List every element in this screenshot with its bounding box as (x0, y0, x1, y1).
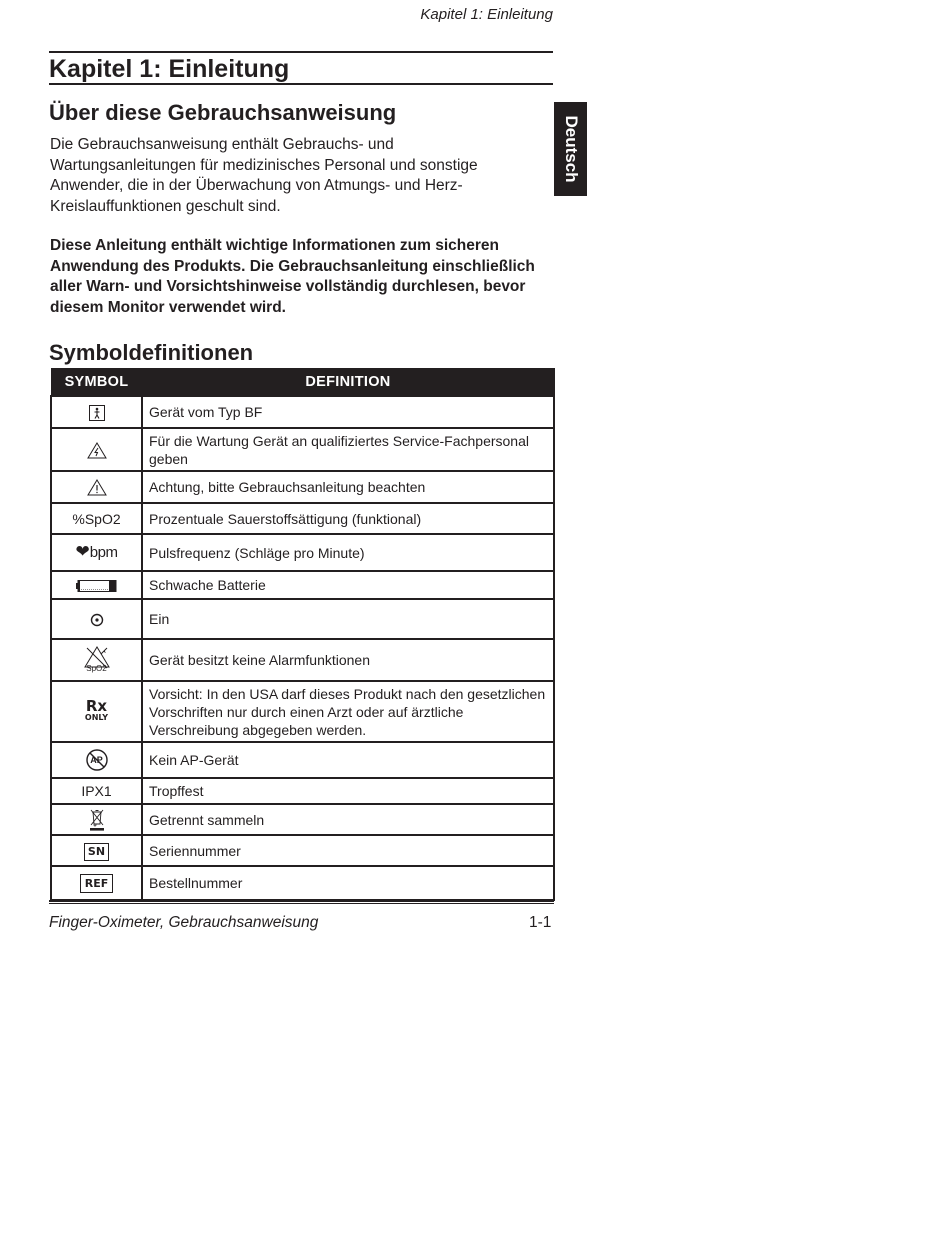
intro-paragraph (50, 135, 500, 217)
not-ap-icon (86, 749, 108, 771)
symbol-cell (51, 835, 142, 866)
definition-cell: Getrennt sammeln (142, 804, 554, 835)
ipx1-symbol: IPX1 (51, 778, 142, 804)
symbol-cell (51, 471, 142, 503)
language-tab (554, 102, 587, 196)
definition-cell: Seriennummer (142, 835, 554, 866)
definition-cell: Ein (142, 599, 554, 639)
serial-number-icon: SN (84, 843, 109, 861)
symbol-cell (51, 534, 142, 571)
table-row (51, 742, 554, 778)
definition-column-header: DEFINITION (142, 369, 554, 397)
type-bf-icon (89, 405, 105, 421)
intro-line: Anwender, die in der Überwachung von Atmungs- und Herz- (50, 177, 463, 194)
intro-line: Die Gebrauchsanweisung enthält Gebrauchs- und (50, 136, 394, 153)
warning-line: diesem Monitor verwendet wird. (50, 298, 286, 316)
table-row (51, 804, 554, 835)
page-number: 1-1 (529, 914, 552, 931)
definition-cell: Schwache Batterie (142, 571, 554, 599)
symbol-cell (51, 639, 142, 681)
weee-bin-icon (89, 808, 105, 832)
spo2-symbol: %SpO2 (51, 503, 142, 534)
symbol-cell (51, 866, 142, 900)
definition-cell: Gerät besitzt keine Alarmfunktionen (142, 639, 554, 681)
section-title: Über diese Gebrauchsanweisung (49, 100, 397, 125)
language-tab-label: Deutsch (561, 115, 581, 183)
only-label: ONLY (84, 713, 109, 722)
definition-cell: Pulsfrequenz (Schläge pro Minute) (142, 534, 554, 571)
warning-paragraph (50, 236, 555, 318)
footer-rule (49, 900, 554, 904)
heart-bpm-icon (76, 544, 118, 560)
symbols-title: Symboldefinitionen (49, 340, 254, 365)
table-row (51, 778, 554, 804)
table-header-row (51, 369, 554, 397)
definition-cell: Achtung, bitte Gebrauchsanleitung beachten (142, 471, 554, 503)
symbol-cell (51, 742, 142, 778)
symbol-column-header: SYMBOL (51, 369, 142, 397)
bpm-label: bpm (89, 544, 118, 561)
table-row (51, 471, 554, 503)
caution-icon (87, 479, 107, 496)
definition-cell: Für die Wartung Gerät an qualifiziertes Service-Fachpersonal geben (142, 428, 554, 471)
table-row (51, 571, 554, 599)
rx-only-icon (85, 699, 108, 722)
footer-title: Finger-Oximeter, Gebrauchsanweisung (49, 914, 319, 931)
symbol-cell (51, 804, 142, 835)
symbol-cell (51, 599, 142, 639)
symbol-table (50, 368, 555, 901)
definition-cell: Bestellnummer (142, 866, 554, 900)
warning-line: Diese Anleitung enthält wichtige Informationen zum sicheren (50, 237, 499, 254)
running-header: Kapitel 1: Einleitung (420, 6, 553, 23)
table-row (51, 835, 554, 866)
low-battery-icon (76, 580, 118, 592)
definition-cell: Tropffest (142, 778, 554, 804)
no-alarm-label: SpO2 (86, 664, 107, 673)
table-row (51, 428, 554, 471)
symbol-cell (51, 571, 142, 599)
intro-line: Wartungsanleitungen für medizinisches Personal und sonstige (50, 156, 478, 174)
symbol-cell (51, 428, 142, 471)
definition-cell: Gerät vom Typ BF (142, 396, 554, 428)
table-row (51, 534, 554, 571)
intro-line: Kreislauffunktionen geschult sind. (50, 197, 281, 215)
power-on-icon (90, 613, 104, 627)
table-row (51, 396, 554, 428)
table-row (51, 681, 554, 742)
definition-cell: Prozentuale Sauerstoffsättigung (funktional) (142, 503, 554, 534)
warning-line: aller Warn- und Vorsichtshinweise vollständig durchlesen, bevor (50, 278, 526, 295)
table-row (51, 599, 554, 639)
heart-icon: ❤ (75, 542, 90, 561)
not-ap-label: AP (90, 755, 103, 765)
warning-line: Anwendung des Produkts. Die Gebrauchsanleitung einschließlich (50, 257, 535, 275)
table-row (51, 503, 554, 534)
electric-warning-icon (87, 442, 107, 459)
rx-label: Rx (85, 697, 108, 715)
table-row (51, 866, 554, 900)
reference-icon: REF (80, 874, 114, 893)
symbol-cell (51, 681, 142, 742)
definition-cell: Vorsicht: In den USA darf dieses Produkt nach den gesetzlichen Vorschriften nur durch einen Arzt oder auf ärztliche Verschreibung abgegeben werden. (142, 681, 554, 742)
definition-cell: Kein AP-Gerät (142, 742, 554, 778)
chapter-title: Kapitel 1: Einleitung (49, 51, 553, 85)
table-row (51, 639, 554, 681)
symbol-cell (51, 396, 142, 428)
